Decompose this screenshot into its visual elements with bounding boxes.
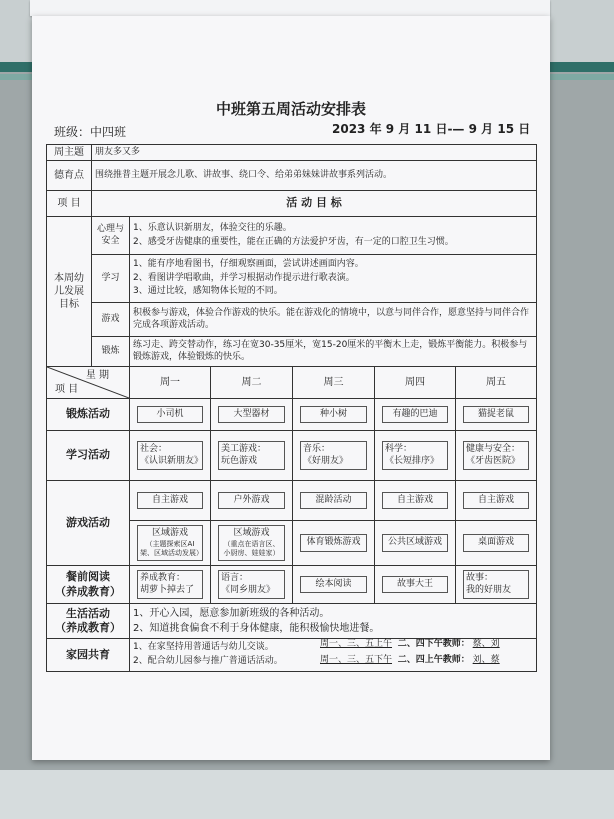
dev-goal-item: 3、通过比较，感知物体长短的不同。 [133,286,283,297]
reading-label: 餐前阅读 （养成教育） [47,565,130,603]
life-row [47,604,537,639]
home-item: 2、配合幼儿园参与推广普通话活动。 [133,655,283,666]
dev-goal-item: 1、能有序地看图书，仔细观察画面，尝试讲述画面内容。 [133,258,364,269]
study-row [47,431,537,481]
exercise-cell: 有趣的巴迪 [382,406,448,424]
dev-row-exercise [47,337,537,367]
dev-goal-item: 积极参与游戏，体验合作游戏的快乐。能在游戏化的情境中，以意与同伴合作，愿意坚持与同伴合作完成各项游戏活动。 [130,303,537,337]
goals-header-row [47,191,537,217]
dev-row-mind [47,217,537,255]
exercise-label: 锻炼活动 [47,399,130,431]
reading-cell: 养成教育： 胡萝卜掉去了 [137,570,203,599]
dev-area-games: 游戏 [92,303,130,337]
exercise-cell: 猫捉老鼠 [463,406,529,424]
games-label: 游戏活动 [47,481,130,566]
moral-label: 德育点 [47,161,92,191]
game-cell: 混龄活动 [300,492,367,510]
dev-row-study [47,255,537,303]
home-label: 家园共育 [47,639,130,671]
dev-goal-item: 2、感受牙齿健康的重要性，能在正确的方法爱护牙齿，有一定的口腔卫生习惯。 [133,236,454,247]
week-header-row [47,367,537,399]
dev-goal-item: 2、看图讲学唱歌曲，并学习根据动作提示进行歌表演。 [133,272,355,283]
reading-cell: 故事： 我的好朋友 [463,570,529,599]
dev-row-games [47,303,537,337]
goals-header: 活 动 目 标 [92,191,537,217]
moral-value: 围绕推普主题开展念儿歌、讲故事、绕口令、给弟弟妹妹讲故事系列活动。 [92,161,537,191]
exercise-row [47,399,537,431]
home-item: 1、在家坚持用普通话与幼儿交谈。 [133,642,274,653]
life-label: 生活活动 （养成教育） [47,604,130,639]
theme-label: 周主题 [47,145,92,161]
goals-item-header: 项 目 [47,191,92,217]
life-item: 2、知道挑食偏食不利于身体健康，能积极愉快地进餐。 [133,623,380,635]
exercise-cell: 种小树 [300,406,367,424]
life-item: 1、开心入园，愿意参加新班级的各种活动。 [133,608,330,620]
reading-cell: 绘本阅读 [300,576,367,594]
teacher-schedule-line: 周一、三、五下午 二、四上午教师： 刘、蔡 [320,655,500,665]
day-header: 周五 [456,367,537,399]
game-cell: 公共区域游戏 [382,534,448,552]
games-row-1 [47,481,537,521]
game-cell: 体育锻炼游戏 [300,534,367,552]
game-cell: 区域游戏 （主题探索区AI架、区域活动发展） [137,525,203,561]
game-cell: 自主游戏 [382,492,448,510]
game-cell: 区域游戏 （重点在语言区、小厨房、娃娃家） [218,525,285,561]
dev-goal-item: 练习走、跨交替动作，练习在宽30-35厘米，宽15-20厘米的平衡木上走，锻炼平衡能力。积极参与锻炼游戏，体验锻炼的快乐。 [130,337,537,367]
class-label: 班级：中四班 [54,125,127,139]
game-cell: 桌面游戏 [463,534,529,552]
moral-row [47,161,537,191]
game-cell: 自主游戏 [137,492,203,510]
theme-value: 朋友多又多 [92,145,537,161]
study-cell: 音乐： 《好朋友》 [300,441,367,470]
date-range: 2023 年 9 月 11 日-— 9 月 15 日 [332,122,531,136]
dev-area-study: 学习 [92,255,130,303]
page-title: 中班第五周活动安排表 [215,100,366,118]
study-cell: 美工游戏： 玩色游戏 [218,441,285,470]
game-cell: 户外游戏 [218,492,285,510]
underlying-sheet [30,0,550,16]
day-header: 周三 [293,367,375,399]
exercise-cell: 大型器材 [218,406,285,424]
reading-row [47,565,537,603]
schedule-sheet [32,16,550,760]
item-corner-label: 项 目 [55,384,79,395]
study-cell: 健康与安全： 《牙齿医院》 [463,441,529,470]
weekday-corner-label: 星 期 [85,370,109,381]
game-cell: 自主游戏 [463,492,529,510]
dev-goals-label: 本周幼儿发展目标 [47,217,92,367]
background-floor [0,770,614,819]
day-header: 周四 [375,367,456,399]
theme-row [47,145,537,161]
dev-goal-item: 1、乐意认识新朋友，体验交往的乐趣。 [133,222,292,233]
study-cell: 社会： 《认识新朋友》 [137,441,203,470]
dev-area-exercise: 锻炼 [92,337,130,367]
diagonal-header-cell [47,367,130,399]
day-header: 周二 [211,367,293,399]
dev-area-mind: 心理与安全 [92,217,130,255]
schedule-table [46,144,537,672]
reading-cell: 故事大王 [382,576,448,594]
day-header: 周一 [130,367,211,399]
reading-cell: 语言： 《同乡朋友》 [218,570,285,599]
exercise-cell: 小司机 [137,406,203,424]
teacher-schedule-line: 周一、三、五上午 二、四下午教师： 蔡、刘 [320,639,500,649]
study-label: 学习活动 [47,431,130,481]
study-cell: 科学： 《长短排序》 [382,441,448,470]
